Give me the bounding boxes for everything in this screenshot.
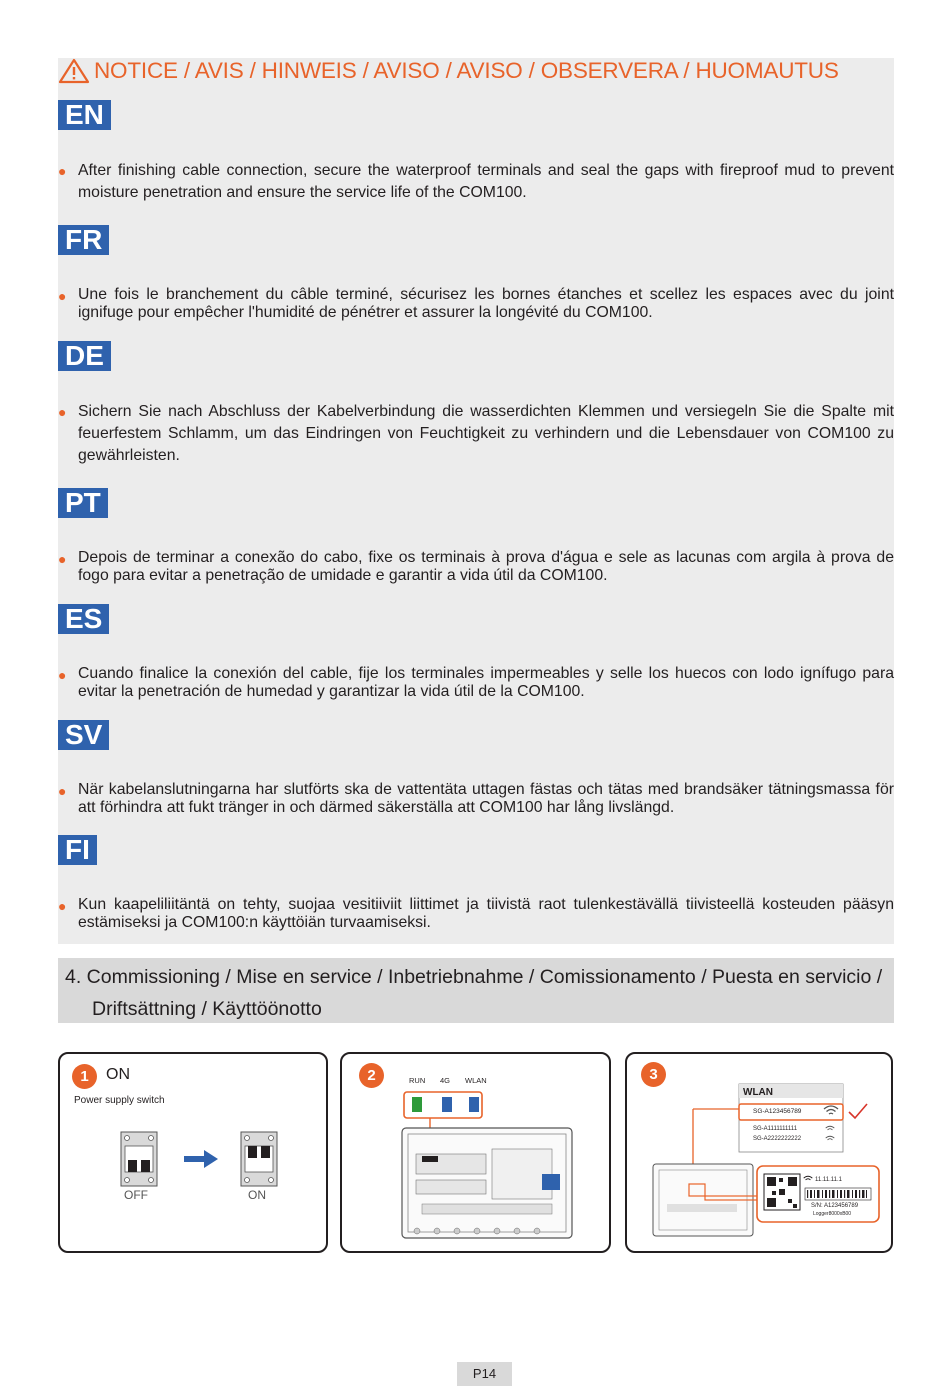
on-label: ON (248, 1188, 266, 1202)
lang-badge-fi: FI (58, 835, 97, 865)
page-number: P14 (457, 1362, 512, 1386)
warning-icon (58, 58, 90, 84)
bullet-dot: ● (58, 783, 67, 799)
label-sn: S/N: A123456789 (811, 1203, 859, 1209)
step-1-title: ON (106, 1066, 130, 1083)
label-small: Logger8000xB00 (813, 1211, 852, 1217)
label-ip: 11.11.11.1 (815, 1177, 843, 1183)
notice-text-fr: Une fois le branchement du câble terminé, sécurisez les bornes étanches et scellez les espaces avec du joint ignifuge pour empêcher l'humidité de pénétrer et assurer la longévité du COM100. (78, 286, 894, 321)
network-item-2: SG-A1111111111 (753, 1126, 798, 1132)
notice-text-de: Sichern Sie nach Abschluss der Kabelverbindung die wasserdichten Klemmen und versiegeln Sie die Spalte mit feuerfestem Schlamm, um das Eindringen von Feuchtigkeit zu verhindern und die Lebensdauer von COM100 zu gewährleisten. (78, 403, 894, 464)
commissioning-heading (58, 958, 894, 1023)
wifi-icon (823, 1104, 839, 1117)
led-label-wlan: WLAN (465, 1076, 487, 1085)
wifi-icon (803, 1175, 813, 1183)
step-1-panel (58, 1052, 328, 1253)
bullet-dot: ● (58, 667, 67, 683)
led-label-4g: 4G (440, 1076, 451, 1085)
bullet-dot: ● (58, 163, 67, 179)
bullet-dot: ● (58, 404, 67, 420)
breaker-off-icon (120, 1131, 158, 1187)
bullet-dot: ● (58, 288, 67, 304)
wifi-icon (825, 1135, 835, 1143)
off-label: OFF (124, 1188, 148, 1202)
commissioning-heading-line2: Driftsättning / Käyttöönotto (92, 998, 322, 1020)
breaker-on-icon (240, 1131, 278, 1187)
notice-text-pt: Depois de terminar a conexão do cabo, fixe os terminais à prova d'água e sele as lacunas com argila à prova de fogo para evitar a penetração de umidade e garantir a vida útil da COM100. (78, 549, 894, 584)
bullet-dot: ● (58, 898, 67, 914)
led-label-run: RUN (409, 1076, 426, 1085)
lang-badge-es: ES (58, 604, 109, 634)
device-leds-illustration (342, 1054, 609, 1251)
lang-badge-de: DE (58, 341, 111, 371)
notice-text-es: Cuando finalice la conexión del cable, fije los terminales impermeables y selle los huecos con lodo ignífugo para evitar la penetración de humedad y garantizar la vida útil de la COM100. (78, 665, 894, 700)
wlan-title: WLAN (743, 1087, 773, 1098)
step-2-number: 2 (359, 1063, 384, 1088)
wifi-icon (825, 1125, 835, 1133)
lang-badge-pt: PT (58, 488, 108, 518)
network-item-3: SG-A2222222222 (753, 1136, 802, 1142)
arrow-right-icon (184, 1150, 218, 1168)
step-1-subtitle: Power supply switch (74, 1095, 165, 1106)
notice-title (58, 56, 839, 86)
commissioning-heading-line1: 4. Commissioning / Mise en service / Inbetriebnahme / Comissionamento / Puesta en servicio / (65, 966, 883, 988)
notice-text-fi: Kun kaapeliliitäntä on tehty, suojaa vesitiiviit liittimet ja tiivistä raot tulenkestävällä tiivisteellä kosteuden pääsyn estämiseksi ja COM100:n käyttöiän turvaamiseksi. (78, 896, 894, 931)
step-2-panel (340, 1052, 611, 1253)
step-3-number: 3 (641, 1062, 666, 1087)
network-item-1: SG-A123456789 (753, 1108, 802, 1115)
step-1-number: 1 (72, 1064, 97, 1089)
bullet-dot: ● (58, 551, 67, 567)
notice-title-text: NOTICE / AVIS / HINWEIS / AVISO / AVISO / OBSERVERA / HUOMAUTUS (94, 58, 839, 83)
lang-badge-sv: SV (58, 720, 109, 750)
lang-badge-en: EN (58, 100, 111, 130)
lang-badge-fr: FR (58, 225, 109, 255)
step-3-panel (625, 1052, 893, 1253)
notice-text-sv: När kabelanslutningarna har slutförts ska de vattentäta uttagen fästas och tätas med brandsäker tätningsmassa för att förhindra att fukt tränger in och därmed säkerställa att COM100 har lång livslängd. (78, 781, 894, 816)
notice-text-en: After finishing cable connection, secure the waterproof terminals and seal the gaps with fireproof mud to prevent moisture penetration and ensure the service life of the COM100. (78, 162, 894, 201)
wlan-connection-illustration (627, 1054, 891, 1251)
